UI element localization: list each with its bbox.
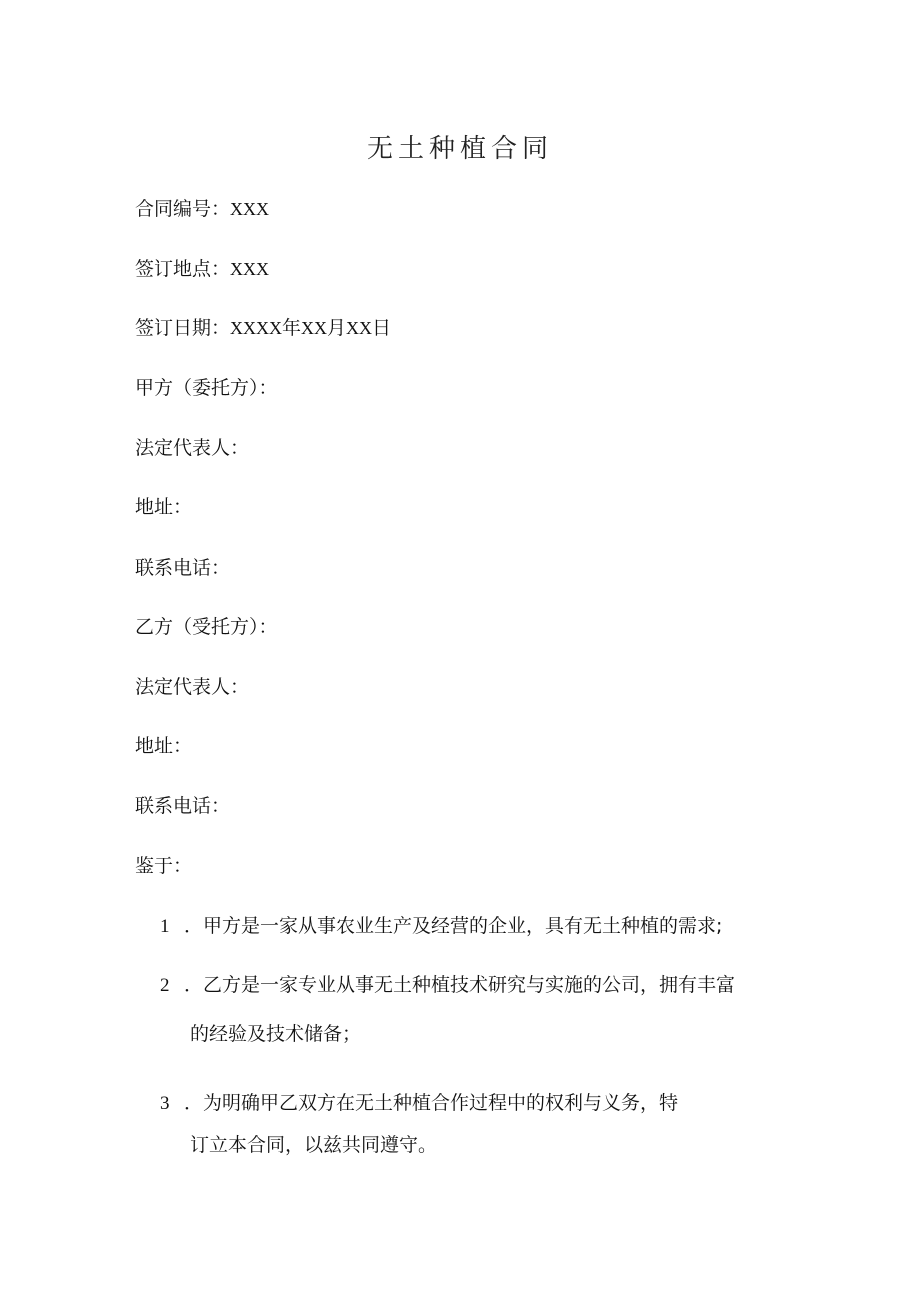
sign-date-year-value: XXXX bbox=[230, 318, 283, 338]
sign-date-month-value: XX bbox=[301, 318, 328, 338]
whereas-label: 鉴于： bbox=[135, 855, 193, 877]
sign-date-month-unit: 月 bbox=[327, 317, 347, 339]
contract-number-value: XXX bbox=[230, 199, 270, 219]
party-b-representative: 法定代表人： bbox=[135, 676, 250, 698]
sign-date-day-value: XX bbox=[346, 318, 373, 338]
sign-place-field bbox=[135, 256, 269, 282]
sign-date-year-unit: 年 bbox=[282, 317, 302, 339]
party-a-address: 地址： bbox=[135, 496, 193, 518]
whereas-item-3-continuation: 订立本合同，以兹共同遵守。 bbox=[190, 1134, 438, 1156]
party-a-phone: 联系电话： bbox=[135, 557, 231, 579]
party-b-phone: 联系电话： bbox=[135, 795, 231, 817]
whereas-item-text: ．甲方是一家从事农业生产及经营的企业，具有无土种植的需求; bbox=[184, 915, 723, 937]
sign-place-value: XXX bbox=[230, 259, 270, 279]
whereas-item-2 bbox=[160, 972, 735, 999]
party-b-heading: 乙方（受托方）： bbox=[135, 616, 278, 638]
whereas-item-text: ．为明确甲乙双方在无土种植合作过程中的权利与义务，特 bbox=[184, 1092, 679, 1114]
whereas-item-3 bbox=[160, 1090, 678, 1117]
contract-number-label: 合同编号： bbox=[135, 198, 231, 220]
document-title: 无土种植合同 bbox=[366, 134, 553, 164]
whereas-item-1 bbox=[160, 913, 722, 940]
sign-date-day-unit: 日 bbox=[372, 317, 392, 339]
whereas-item-number: 3 bbox=[160, 1093, 170, 1114]
whereas-item-number: 1 bbox=[160, 916, 170, 937]
whereas-item-text: ．乙方是一家专业从事无土种植技术研究与实施的公司，拥有丰富 bbox=[184, 974, 736, 996]
sign-place-label: 签订地点： bbox=[135, 258, 231, 280]
whereas-item-2-continuation: 的经验及技术储备； bbox=[190, 1023, 362, 1045]
party-a-heading: 甲方（委托方）： bbox=[135, 377, 278, 399]
sign-date-label: 签订日期： bbox=[135, 317, 231, 339]
whereas-item-number: 2 bbox=[160, 975, 170, 996]
sign-date-field bbox=[135, 315, 391, 341]
party-b-address: 地址： bbox=[135, 735, 193, 757]
contract-number-field bbox=[135, 196, 269, 222]
party-a-representative: 法定代表人： bbox=[135, 437, 250, 459]
